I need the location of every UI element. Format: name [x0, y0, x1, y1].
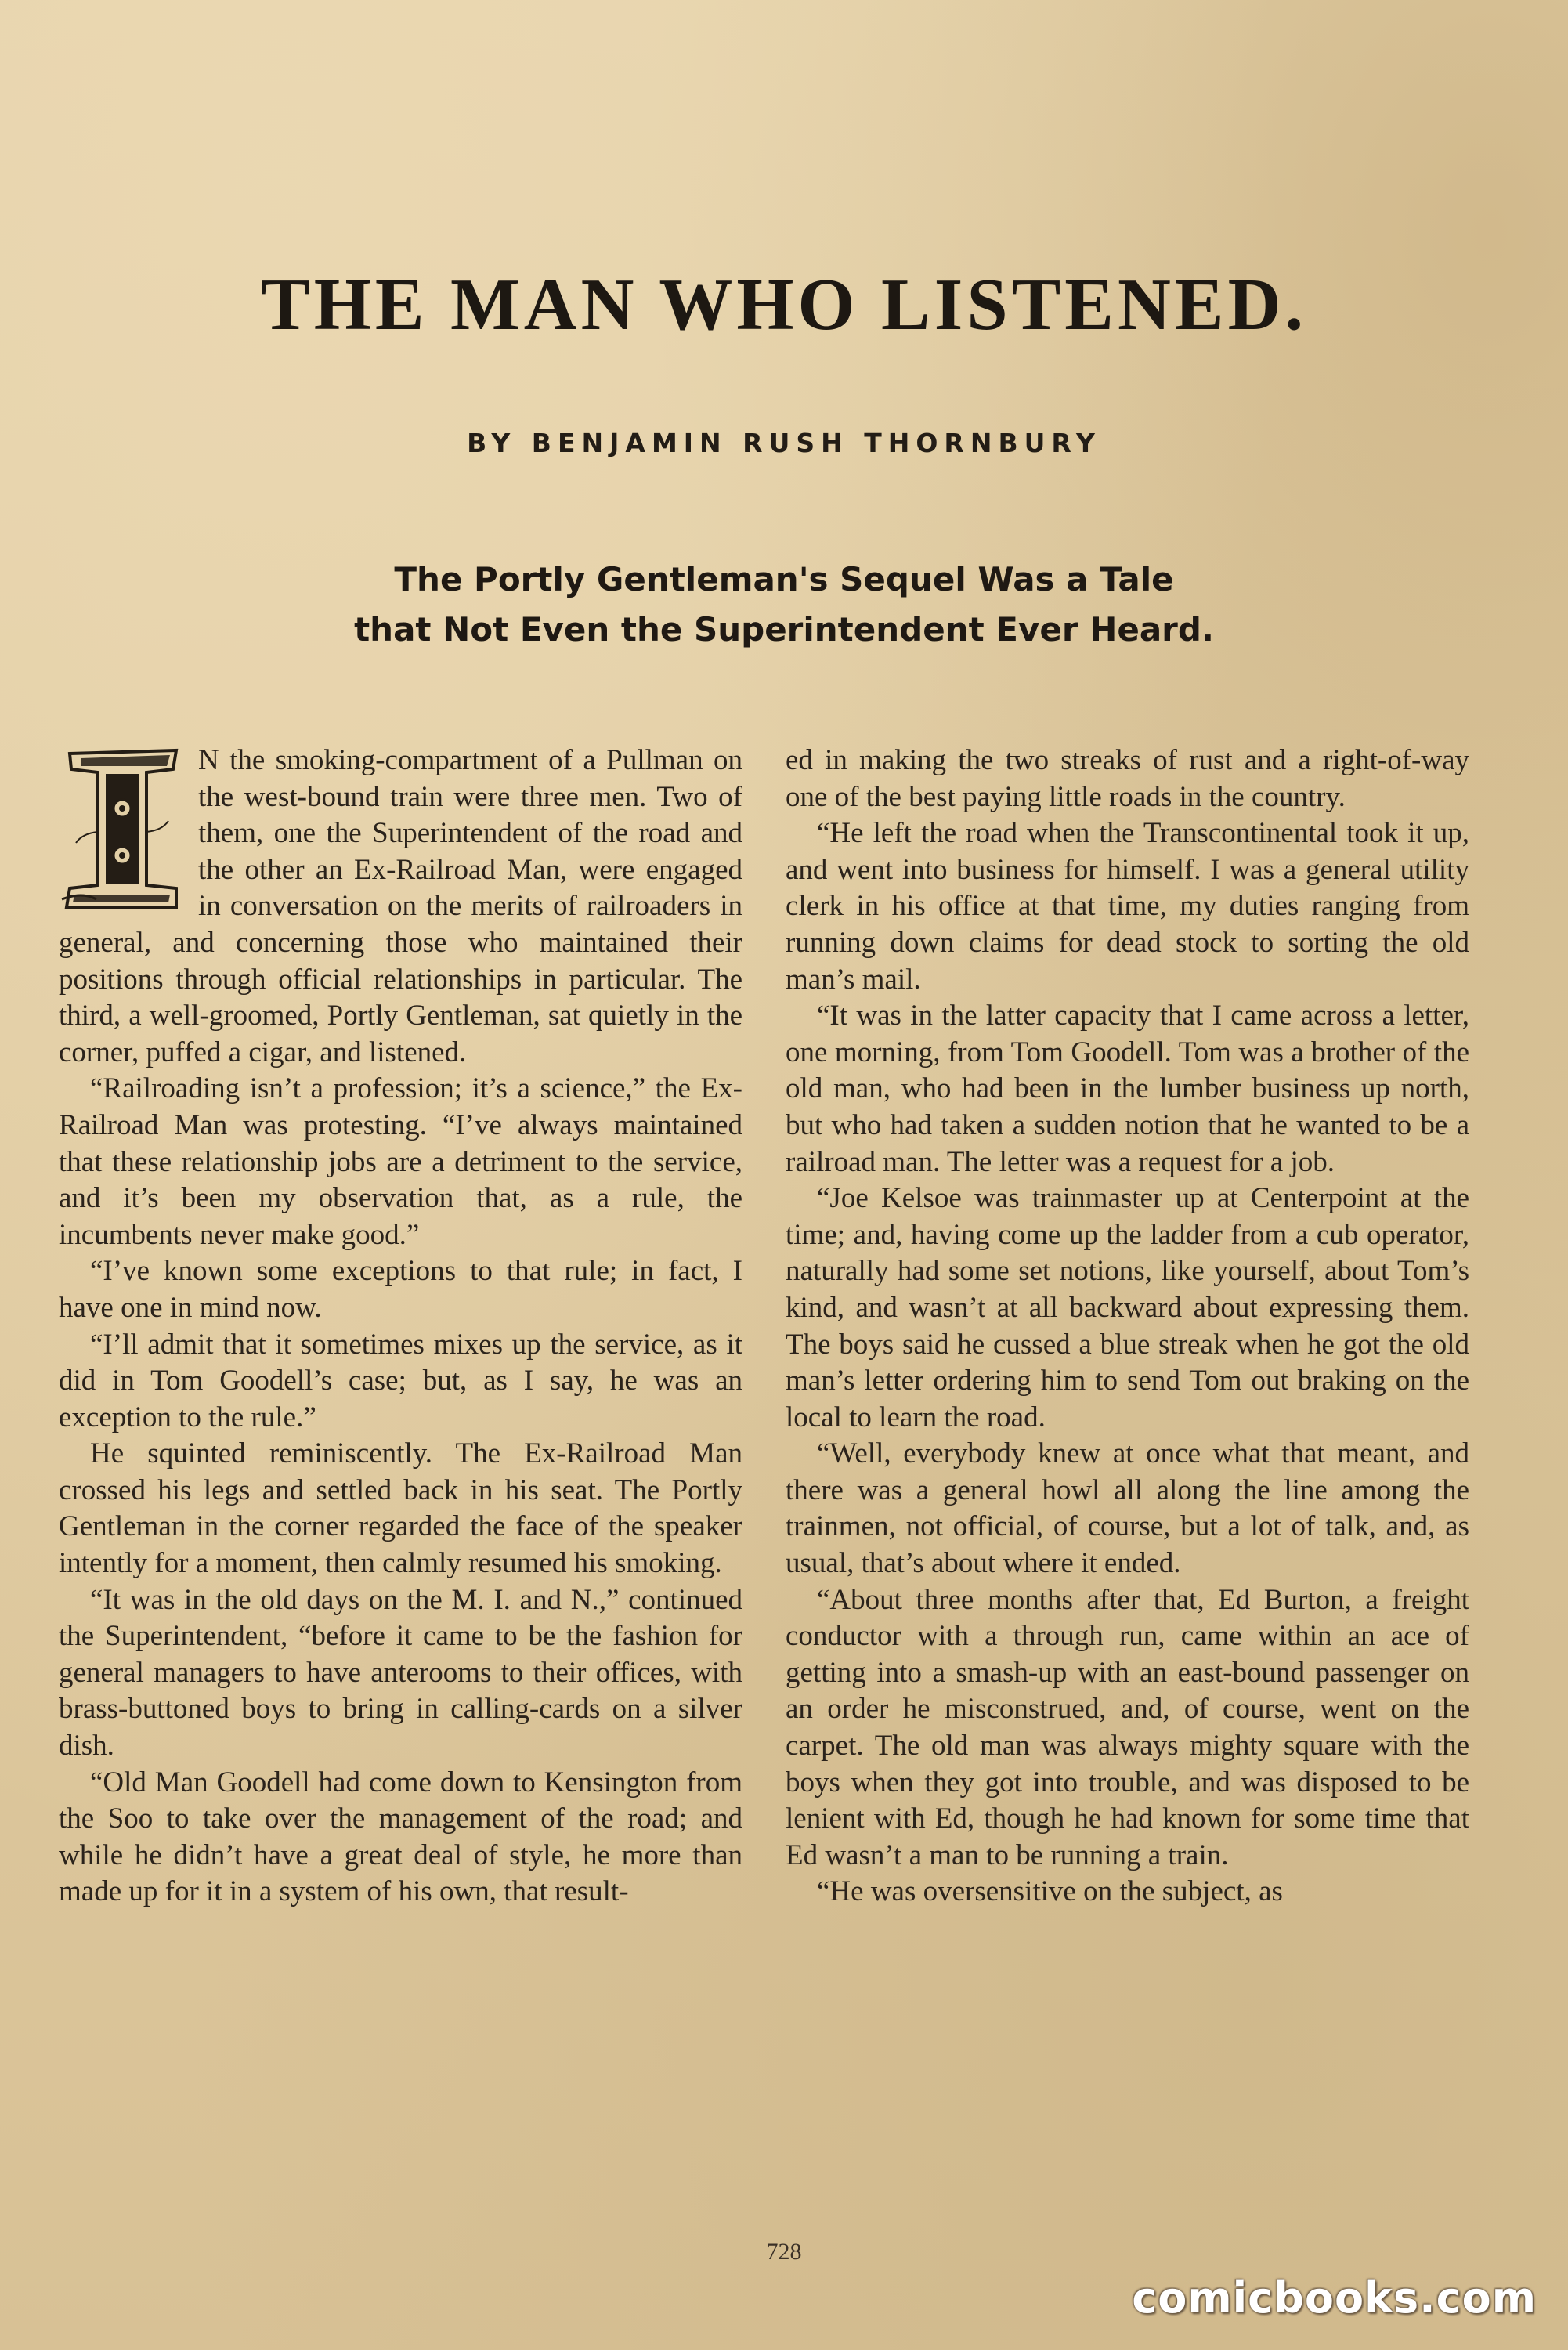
paragraph: N the smoking-compartment of a Pullman on the west-bound train were three men. Two of them, one the Superintendent of the road and the other an Ex-Railroad Man, were engaged in conversation on the merits of railroaders in general, and concerning those who maintained their positions through official relationships in particular. The third, a well-groomed, Portly Gentleman, sat quietly in the corner, puffed a cigar, and listened. — [59, 744, 742, 1068]
paragraph: “Old Man Goodell had come down to Kensington from the Soo to take over the management of the road; and while he didn’t have a great deal of style, he more than made up for it in a system of his own, that result- — [59, 1766, 742, 1908]
paragraph: “It was in the old days on the M. I. and N.,” continued the Superintendent, “before it came to be the fashion for general managers to have anterooms to their offices, with brass-buttoned boys to bring in calling-cards on a silver dish. — [59, 1583, 742, 1762]
author-byline: BY BENJAMIN RUSH THORNBURY — [467, 428, 1101, 458]
story-subtitle — [196, 555, 1372, 655]
paragraph: “Well, everybody knew at once what that meant, and there was a general howl all along the line among the trainmen, not official, of course, but a lot of talk, and, as usual, that’s about where it ended. — [786, 1437, 1469, 1580]
paragraph: “About three months after that, Ed Burton, a freight conductor with a through run, came within an ace of getting into a smash-up with an east-bound passenger on an order he misconstrued, and, of course, went on the carpet. The old man was always mighty square with the boys when they got into trouble, and was disposed to be lenient with Ed, though he had known for some time that Ed wasn’t a man to be running a train. — [786, 1583, 1469, 1871]
paragraph: ed in making the two streaks of rust and a right-of-way one of the best paying little roads in the country. — [786, 744, 1469, 813]
paragraph: “I’ll admit that it sometimes mixes up the service, as it did in Tom Goodell’s case; but, as I say, he was an exception to the rule.” — [59, 1328, 742, 1434]
paragraph: “He was oversensitive on the subject, as — [817, 1875, 1283, 1908]
paragraph: “He left the road when the Transcontinental took it up, and went into business for himself. I was a general utility clerk in his office at that time, my duties ranging from running down claims for dead stock to sorting the old man’s mail. — [786, 817, 1469, 996]
subtitle-line-2: that Not Even the Superintendent Ever Heard. — [354, 610, 1214, 649]
story-title: THE MAN WHO LISTENED. — [261, 264, 1307, 345]
drop-cap-illustration — [59, 746, 184, 912]
watermark-logo: comicbooks.com — [1132, 2273, 1537, 2323]
paragraph: “I’ve known some exceptions to that rule; in fact, I have one in mind now. — [59, 1255, 742, 1324]
paragraph: “It was in the latter capacity that I came across a letter, one morning, from Tom Goodell. Tom was a brother of the old man, who had been in the lumber business up north, but who had taken a sudden notion that he wanted to be a railroad man. The letter was a request for a job. — [786, 1000, 1469, 1178]
subtitle-line-1: The Portly Gentleman's Sequel Was a Tale — [394, 560, 1174, 598]
paragraph: “Railroading isn’t a profession; it’s a science,” the Ex-Railroad Man was protesting. “I’ve always maintained that these relationship jobs are a detriment to the service, and it’s been my observation that, as a rule, the incumbents never make good.” — [59, 1072, 742, 1251]
right-column — [786, 743, 1469, 1911]
left-column — [59, 743, 742, 1911]
page-number: 728 — [766, 2239, 802, 2265]
paragraph: “Joe Kelsoe was trainmaster up at Centerpoint at the time; and, having come up the ladder from a cub operator, naturally had some set notions, like yourself, about Tom’s kind, and wasn’t at all backward about expressing them. The boys said he cussed a blue streak when he got the old man’s letter ordering him to send Tom out braking on the local to learn the road. — [786, 1182, 1469, 1434]
paragraph: He squinted reminiscently. The Ex-Railroad Man crossed his legs and settled back in his seat. The Portly Gentleman in the corner regarded the face of the speaker intently for a moment, then calmly resumed his smoking. — [59, 1437, 742, 1580]
